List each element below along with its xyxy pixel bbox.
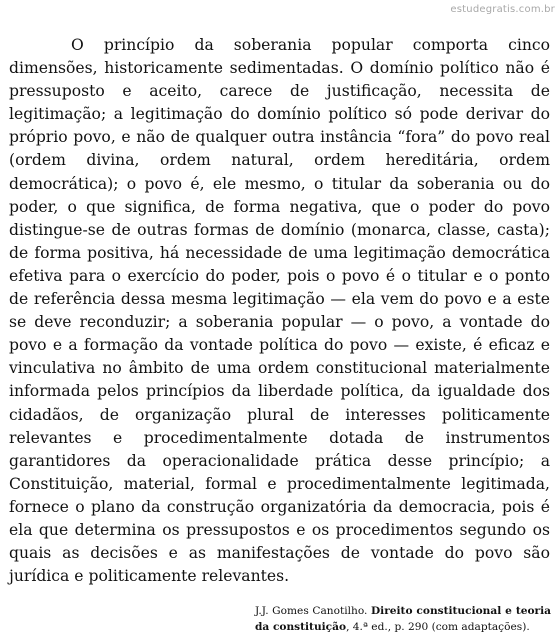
main-paragraph [9,34,550,588]
citation-details: , 4.ª ed., p. 290 (com adaptações). [346,621,530,633]
site-watermark: estudegratis.com.br [450,4,555,15]
citation-title: Direito constitucional e teoria da constituição [255,605,551,633]
citation [255,603,551,635]
citation-author: J.J. Gomes Canotilho. [255,605,368,617]
paragraph-text: O princípio da soberania popular comporta cinco dimensões, historicamente sedimentadas. O domínio político não é pressuposto e aceito, carece de justificação, necessita de legitimação; a legitimação do domínio político só pode derivar do próprio povo, e não de qualquer outra instância “fora” do povo real (ordem divina, ordem natural, ordem hereditária, ordem democrática); o povo é, ele mesmo, o titular da soberania ou do poder, o que significa, de forma negativa, que o poder do povo distingue-se de outras formas de domínio (monarca, classe, casta); de forma positiva, há necessidade de uma legitimação democrática efetiva para o exercício do poder, pois o povo é o titular e o ponto de referência dessa mesma legitimação — ela vem do povo e a este se deve reconduzir; a soberania popular — o povo, a vontade do povo e a formação da vontade política do povo — existe, é eficaz e vinculativa no âmbito de uma ordem constitucional materialmente informada pelos princípios da liberdade política, da igualdade dos cidadãos, de organização plural de interesses politicamente relevantes e procedimentalmente dotada de instrumentos garantidores da operacionalidade prática desse princípio; a Constituição, material, formal e procedimentalmente legitimada, fornece o plano da construção organizatória da democracia, pois é ela que determina os pressupostos e os procedimentos segundo os quais as decisões e as manifestações de vontade do povo são jurídica e politicamente relevantes. [9,36,550,586]
